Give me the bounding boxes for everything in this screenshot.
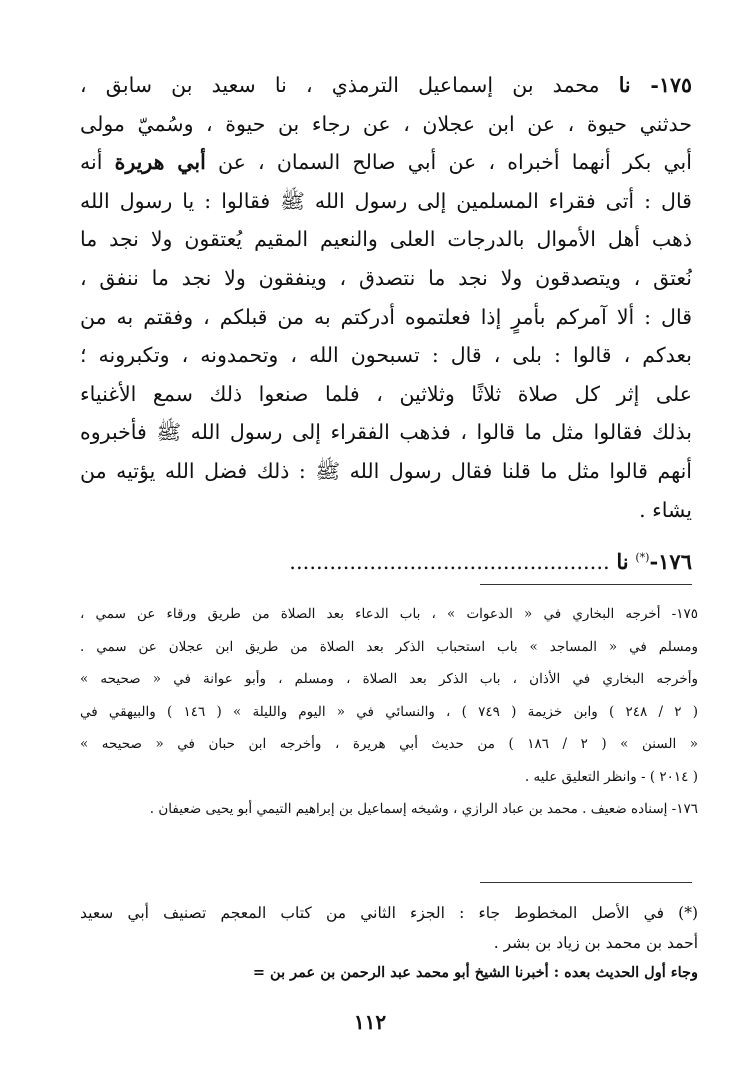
text-line: نُعتق ، ويتصدقون ولا نجد ما نتصدق ، وينفقون ولا نجد ما ننفق ، — [80, 265, 692, 290]
note-line: ( ٢ / ٢٤٨ ) وابن خزيمة ( ٧٤٩ ) ، والنسائي في « اليوم والليلة » ( ١٤٦ ) والبيهقي في — [80, 703, 698, 720]
hadith-175-text — [80, 66, 692, 529]
hadith-176-heading — [80, 538, 692, 578]
text-segment: أنه — [80, 150, 103, 175]
text-line — [80, 143, 692, 182]
ellipsis-dots: ................................................ — [289, 550, 610, 574]
note-line: ١٧٦- إسناده ضعيف . محمد بن عباد الرازي ، وشيخه إسماعيل بن إبراهيم التيمي أبو يحيى ضعيفان . — [149, 801, 698, 817]
footnote-divider — [480, 882, 692, 883]
note-line: ومسلم في « المساجد » باب استحباب الذكر بعد الصلاة من طريق ابن عجلان عن سمي . — [80, 638, 698, 655]
footnote-line: أحمد بن محمد بن زياد بن بشر . — [493, 934, 698, 952]
text-line: حدثني حيوة ، عن ابن عجلان ، عن رجاء بن حيوة ، وسُميّ مولى — [80, 111, 692, 136]
text-line: على إثر كل صلاة ثلاثًا وثلاثين ، فلما صنعوا ذلك سمع الأغنياء — [80, 381, 692, 406]
footnote-marker: (*) — [635, 551, 650, 564]
text-line — [80, 66, 692, 105]
text-segment: أبي بكر أنهما أخبراه ، عن أبي صالح السمان ، عن — [218, 150, 692, 175]
narrator-name: أبي هريرة — [114, 150, 206, 175]
takhrij-notes — [80, 598, 698, 826]
hadith-number-176: ١٧٦- — [649, 549, 692, 574]
text-line: أنهم قالوا مثل ما قلنا فقال رسول الله ﷺ : ذلك فضل الله يؤتيه من — [80, 458, 692, 483]
note-line: ( ٢٠١٤ ) - وانظر التعليق عليه . — [524, 768, 698, 785]
note-line: « السنن » ( ٢ / ١٨٦ ) من حديث أبي هريرة ، وأخرجه ابن حبان في « صحيحه » — [80, 736, 698, 752]
hadith-176-text: نا — [616, 549, 629, 574]
hadith-number-175: ١٧٥- نا — [618, 73, 692, 97]
manuscript-footnote — [80, 898, 698, 988]
text-line: بعدكم ، قالوا : بلى ، قال : تسبحون الله ، وتحمدونه ، وتكبرونه ؛ — [80, 343, 692, 368]
page-number: ١١٢ — [353, 1010, 387, 1034]
text-line: يشاء . — [639, 497, 692, 522]
text-line: ذهب أهل الأموال بالدرجات العلى والنعيم المقيم يُعتقون ولا نجد ما — [80, 227, 692, 252]
text-segment: محمد بن إسماعيل الترمذي ، نا سعيد بن سابق ، — [80, 73, 600, 97]
note-line: ١٧٥- أخرجه البخاري في « الدعوات » ، باب الدعاء بعد الصلاة من طريق ورقاء عن سمي ، — [80, 606, 698, 622]
text-line: بذلك فقالوا مثل ما قالوا ، فذهب الفقراء إلى رسول الله ﷺ فأخبروه — [80, 420, 692, 445]
text-line: قال : ألا آمركم بأمرٍ إذا فعلتموه أدركتم به من قبلكم ، وفقتم به من — [80, 304, 692, 329]
footnote-line: (*) في الأصل المخطوط جاء : الجزء الثاني من كتاب المعجم تصنيف أبي سعيد — [80, 904, 698, 922]
text-line: قال : أتى فقراء المسلمين إلى رسول الله ﷺ فقالوا : يا رسول الله — [80, 188, 692, 213]
footnote-line: وجاء أول الحديث بعده : أخبرنا الشيخ أبو محمد عبد الرحمن بن عمر بن = — [252, 964, 698, 981]
note-line: وأخرجه البخاري في الأذان ، باب الذكر بعد الصلاة ، ومسلم ، وأبو عوانة في « صحيحه » — [80, 671, 698, 687]
notes-divider — [480, 584, 692, 585]
